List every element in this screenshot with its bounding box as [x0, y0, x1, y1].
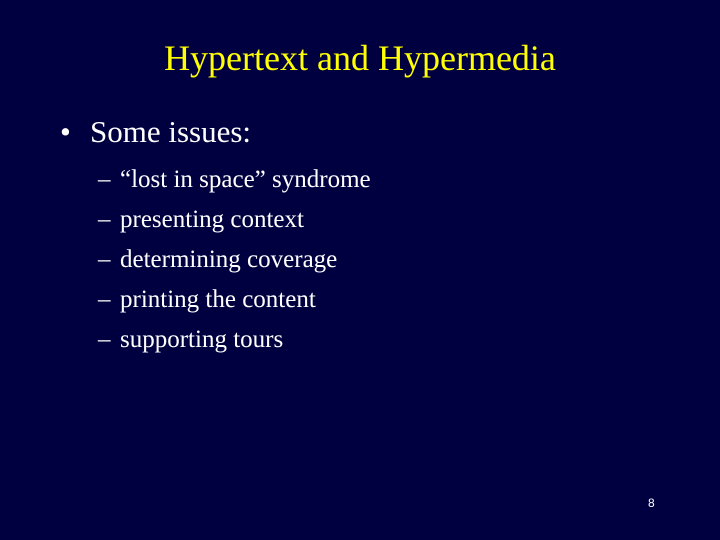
sub-bullet-text: “lost in space” syndrome [120, 166, 371, 193]
sub-bullet-list [98, 160, 371, 360]
slide-title: Hypertext and Hypermedia [164, 38, 556, 78]
sub-bullet-item [98, 240, 371, 280]
sub-bullet-item [98, 320, 371, 360]
page-number: 8 [648, 496, 655, 510]
main-bullet [60, 112, 251, 152]
sub-bullet-text: supporting tours [120, 326, 284, 353]
dash-marker: – [98, 166, 111, 193]
sub-bullet-item [98, 280, 371, 320]
dash-marker: – [98, 246, 111, 273]
sub-bullet-text: presenting context [120, 206, 304, 233]
bullet-marker: • [60, 114, 71, 149]
sub-bullet-item [98, 160, 371, 200]
dash-marker: – [98, 206, 111, 233]
sub-bullet-text: determining coverage [120, 246, 338, 273]
dash-marker: – [98, 326, 111, 353]
sub-bullet-text: printing the content [120, 286, 316, 313]
dash-marker: – [98, 286, 111, 313]
sub-bullet-item [98, 200, 371, 240]
main-bullet-text: Some issues: [90, 114, 252, 149]
